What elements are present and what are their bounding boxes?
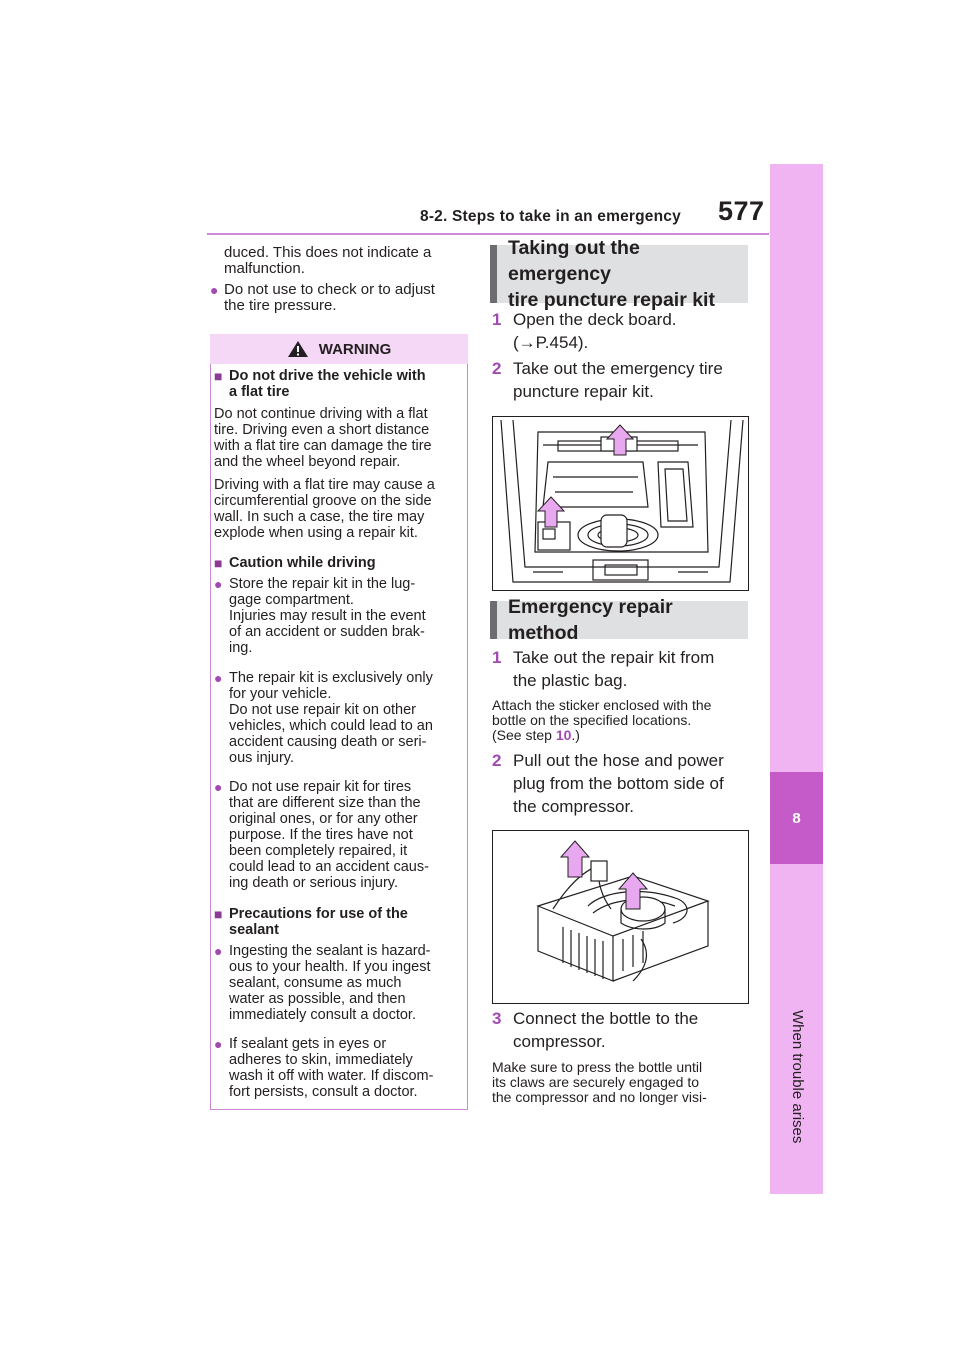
text-line: circumferential groove on the side bbox=[214, 493, 432, 509]
text-line: wall. In such a case, the tire may bbox=[214, 509, 425, 525]
text-line: Attach the sticker enclosed with the bbox=[492, 697, 712, 713]
warning-s2-bullet-3 bbox=[229, 779, 429, 891]
step-2-line-3: the compressor. bbox=[513, 797, 634, 816]
text-line: with a flat tire can damage the tire bbox=[214, 438, 432, 454]
text-line: Store the repair kit in the lug- bbox=[229, 576, 416, 592]
note-sticker bbox=[492, 698, 711, 743]
warning-title: WARNING bbox=[318, 340, 392, 358]
section-header-line: tire puncture repair kit bbox=[508, 289, 715, 311]
text-line: ous to your health. If you ingest bbox=[229, 959, 431, 975]
square-bullet-icon: ■ bbox=[214, 555, 223, 571]
text-line: ous injury. bbox=[229, 750, 295, 766]
text-line bbox=[492, 728, 711, 743]
square-bullet-icon: ■ bbox=[214, 906, 223, 922]
intro-line-1: duced. This does not indicate a bbox=[224, 244, 432, 261]
text-line: the compressor and no longer visi- bbox=[492, 1089, 707, 1105]
text-line: wash it off with water. If discom- bbox=[229, 1068, 434, 1084]
step-3-line-2: compressor. bbox=[513, 1032, 606, 1051]
text-line: purpose. If the tires have not bbox=[229, 827, 413, 843]
warning-s2-bullet-1 bbox=[229, 576, 426, 656]
text-line: Do not use repair kit for tires bbox=[229, 779, 412, 795]
up-arrow-icon bbox=[538, 425, 633, 527]
text-line: tire. Driving even a short distance bbox=[214, 422, 430, 438]
text-line: ing death or serious injury. bbox=[229, 875, 398, 891]
step-1-line-2: (→P.454). bbox=[513, 333, 589, 352]
chapter-label-text: When trouble arises bbox=[789, 1010, 806, 1144]
step-2-line-1: Pull out the hose and power bbox=[513, 751, 724, 770]
text-line: gage compartment. bbox=[229, 592, 354, 608]
bullet-dot: ● bbox=[214, 943, 223, 959]
step-number: 2 bbox=[492, 751, 502, 770]
section-header-taking-out-kit bbox=[490, 237, 748, 311]
compressor-illustration bbox=[492, 830, 749, 1004]
text-line: Driving with a flat tire may cause a bbox=[214, 477, 435, 493]
step-number: 3 bbox=[492, 1009, 502, 1028]
text-line: ing. bbox=[229, 640, 253, 656]
section-header-line: Emergency repair method bbox=[508, 596, 673, 644]
text-line: immediately consult a doctor. bbox=[229, 1007, 416, 1023]
warning-header bbox=[210, 334, 468, 364]
text-line: explode when using a repair kit. bbox=[214, 525, 418, 541]
warning-s3-title-2: sealant bbox=[229, 922, 279, 938]
step-1-line-2: the plastic bag. bbox=[513, 671, 628, 690]
chapter-label bbox=[788, 1010, 808, 1160]
text-line: vehicles, which could lead to an bbox=[229, 718, 433, 734]
text-fragment: (See step bbox=[492, 727, 556, 743]
warning-s3-bullet-1 bbox=[229, 943, 431, 1023]
page-number: 577 bbox=[718, 196, 765, 226]
step-number: 1 bbox=[492, 648, 502, 667]
bullet-dot: ● bbox=[210, 282, 219, 298]
text-line: water as possible, and then bbox=[229, 991, 406, 1007]
step-reference: 10 bbox=[555, 727, 572, 743]
text-line: Injuries may result in the event bbox=[229, 608, 426, 624]
warning-s1-paragraph-2 bbox=[214, 477, 435, 541]
text-line: bottle on the specified locations. bbox=[492, 712, 692, 728]
warning-triangle-icon bbox=[287, 340, 309, 358]
bullet-1-line-1: Do not use to check or to adjust bbox=[224, 281, 435, 298]
text-line: original ones, or for any other bbox=[229, 811, 418, 827]
warning-s2-bullet-2 bbox=[229, 670, 433, 766]
compressor-drawing bbox=[493, 831, 749, 1004]
trunk-drawing bbox=[493, 417, 749, 591]
section-header-emergency-repair bbox=[490, 596, 748, 644]
text-line: Do not use repair kit on other bbox=[229, 702, 416, 718]
text-line: been completely repaired, it bbox=[229, 843, 408, 859]
square-bullet-icon: ■ bbox=[214, 368, 223, 384]
text-line: could lead to an accident caus- bbox=[229, 859, 429, 875]
bullet-dot: ● bbox=[214, 779, 223, 795]
text-line: accident causing death or seri- bbox=[229, 734, 427, 750]
step-number: 1 bbox=[492, 310, 502, 329]
text-line: If sealant gets in eyes or bbox=[229, 1036, 387, 1052]
warning-s3-bullet-2 bbox=[229, 1036, 433, 1100]
note-press-bottle bbox=[492, 1060, 707, 1105]
chapter-number: 8 bbox=[770, 772, 823, 864]
bullet-1-line-2: the tire pressure. bbox=[224, 297, 337, 314]
section-title: 8-2. Steps to take in an emergency bbox=[420, 208, 681, 225]
step-2-line-2: plug from the bottom side of bbox=[513, 774, 724, 793]
step-1-line-1: Take out the repair kit from bbox=[513, 648, 715, 667]
text-line: fort persists, consult a doctor. bbox=[229, 1084, 418, 1100]
text-line: and the wheel beyond repair. bbox=[214, 454, 401, 470]
text-line: Do not continue driving with a flat bbox=[214, 406, 428, 422]
warning-s1-paragraph-1 bbox=[214, 406, 432, 470]
text-fragment: .) bbox=[571, 727, 580, 743]
trunk-repair-kit-illustration bbox=[492, 416, 749, 591]
text-line: The repair kit is exclusively only bbox=[229, 670, 433, 686]
warning-s3-title-1: Precautions for use of the bbox=[229, 906, 408, 922]
text-line: that are different size than the bbox=[229, 795, 421, 811]
step-3-line-1: Connect the bottle to the bbox=[513, 1009, 699, 1028]
text-line: its claws are securely engaged to bbox=[492, 1074, 699, 1090]
warning-s1-title-2: a flat tire bbox=[229, 384, 290, 400]
text-line: Make sure to press the bottle until bbox=[492, 1059, 703, 1075]
warning-s1-title-1: Do not drive the vehicle with bbox=[229, 368, 426, 384]
bullet-dot: ● bbox=[214, 670, 223, 686]
text-line: adheres to skin, immediately bbox=[229, 1052, 413, 1068]
step-1-line-1: Open the deck board. bbox=[513, 310, 677, 329]
bullet-dot: ● bbox=[214, 576, 223, 592]
text-line: for your vehicle. bbox=[229, 686, 332, 702]
section-header-line: Taking out the emergency bbox=[508, 237, 640, 285]
text-line: sealant, consume as much bbox=[229, 975, 402, 991]
step-number: 2 bbox=[492, 359, 502, 378]
bullet-dot: ● bbox=[214, 1036, 223, 1052]
step-2-line-1: Take out the emergency tire bbox=[513, 359, 723, 378]
intro-line-2: malfunction. bbox=[224, 260, 305, 277]
warning-s2-title: Caution while driving bbox=[229, 555, 376, 571]
step-2-line-2: puncture repair kit. bbox=[513, 382, 654, 401]
text-line: of an accident or sudden brak- bbox=[229, 624, 425, 640]
text-line: Ingesting the sealant is hazard- bbox=[229, 943, 431, 959]
